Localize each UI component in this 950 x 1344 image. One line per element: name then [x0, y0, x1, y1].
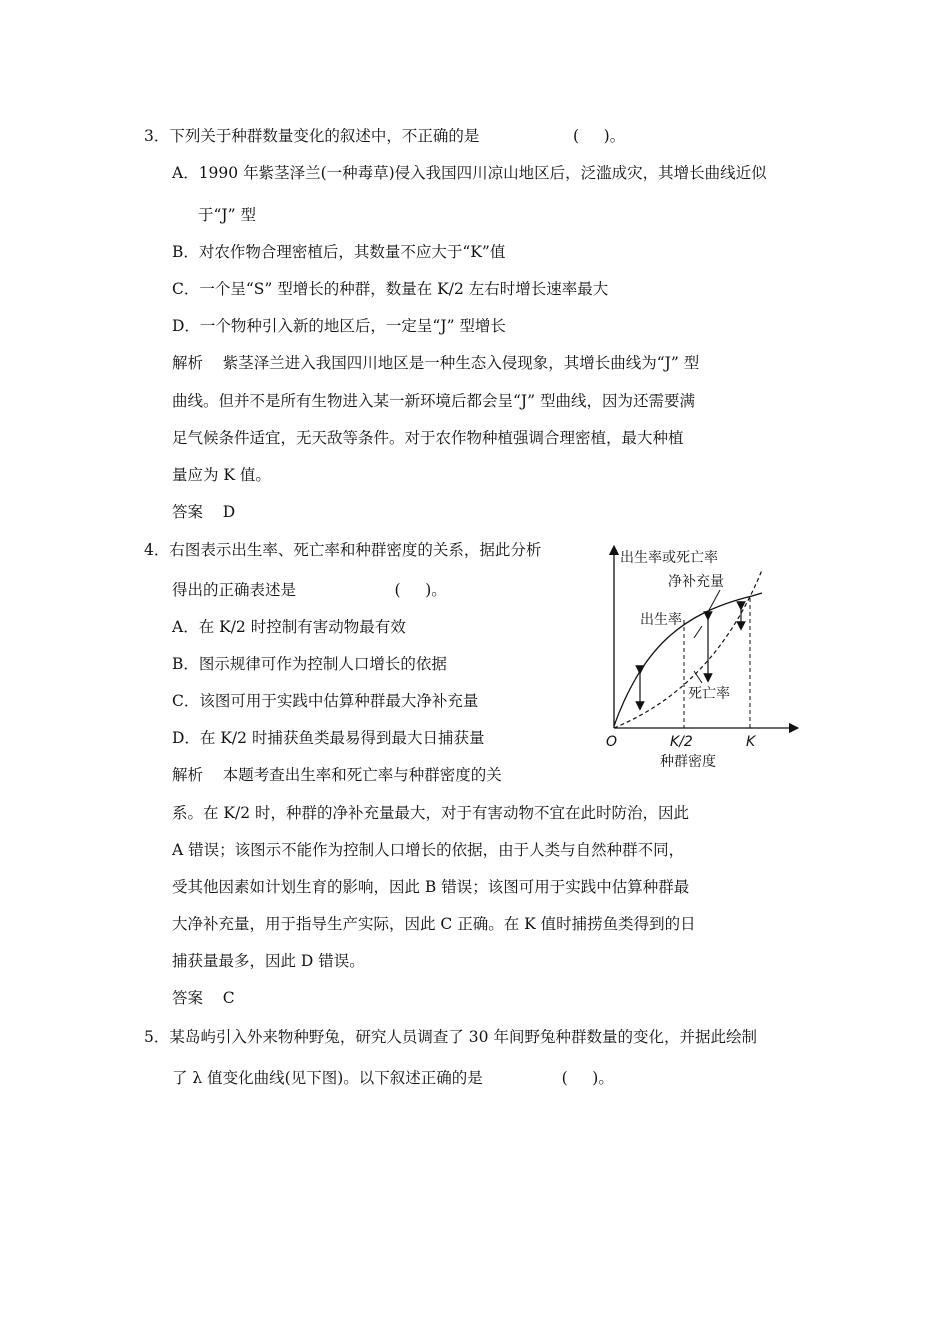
- q3-analysis-line: 量应为 K 值。: [172, 466, 271, 484]
- q5-stem-line2: 了 λ 值变化曲线(见下图)。以下叙述正确的是 ( )。: [172, 1069, 614, 1087]
- k-label: K: [746, 734, 756, 750]
- q3-analysis-line: 曲线。但并不是所有生物进入某一新环境后都会呈“J” 型曲线，因为还需要满: [172, 392, 695, 410]
- q4-analysis-line: 受其他因素如计划生育的影响，因此 B 错误；该图可用于实践中估算种群最: [172, 878, 690, 896]
- q3-stem: 3．下列关于种群数量变化的叙述中，不正确的是 ( )。: [144, 127, 626, 145]
- q3-option-c: C．一个呈“S” 型增长的种群，数量在 K/2 左右时增长速率最大: [172, 280, 609, 298]
- q3-option-a-line2: 于“J” 型: [198, 206, 256, 224]
- x-axis-label: 种群密度: [660, 754, 716, 770]
- origin-label: O: [606, 734, 618, 750]
- q3-analysis-line: 足气候条件适宜，无天敌等条件。对于农作物种植强调合理密植，最大种植: [172, 429, 684, 447]
- q4-analysis-line: 系。在 K/2 时，种群的净补充量最大，对于有害动物不宜在此时防治，因此: [172, 804, 690, 822]
- q4-answer: 答案 C: [172, 989, 235, 1007]
- q3-analysis-line: 解析 紫茎泽兰进入我国四川地区是一种生态入侵现象，其增长曲线为“J” 型: [172, 354, 700, 372]
- birth-death-rate-diagram: [602, 538, 802, 778]
- q3-answer: 答案 D: [172, 503, 236, 521]
- death-label-leader: [694, 671, 702, 683]
- q4-analysis-line: 解析 本题考查出生率和死亡率与种群密度的关: [172, 766, 502, 784]
- birth-label-leader: [694, 626, 702, 638]
- k-half-label: K/2: [670, 734, 693, 750]
- q4-analysis-line: 捕获量最多，因此 D 错误。: [172, 952, 365, 970]
- q5-stem-line1: 5．某岛屿引入外来物种野兔，研究人员调查了 30 年间野兔种群数量的变化，并据此绘制: [144, 1028, 757, 1046]
- q3-option-a-line1: A．1990 年紫茎泽兰(一种毒草)侵入我国四川凉山地区后，泛滥成灾，其增长曲线近似: [172, 164, 767, 182]
- q4-option-b: B．图示规律可作为控制人口增长的依据: [172, 655, 447, 673]
- birth-rate-curve: [614, 593, 762, 726]
- birth-rate-label: 出生率: [640, 612, 682, 628]
- q4-analysis-line: 大净补充量，用于指导生产实际，因此 C 正确。在 K 值时捕捞鱼类得到的日: [172, 915, 696, 933]
- q4-option-c: C．该图可用于实践中估算种群最大净补充量: [172, 692, 479, 710]
- q4-stem-line2: 得出的正确表述是 ( )。: [172, 581, 447, 599]
- q3-option-b: B．对农作物合理密植后，其数量不应大于“K”值: [172, 243, 506, 261]
- death-rate-curve: [614, 570, 762, 728]
- net-recruitment-label: 净补充量: [668, 574, 724, 590]
- death-rate-label: 死亡率: [688, 686, 730, 702]
- q4-option-d: D．在 K/2 时捕获鱼类最易得到最大日捕获量: [172, 729, 485, 747]
- q4-stem-line1: 4．右图表示出生率、死亡率和种群密度的关系，据此分析: [144, 541, 542, 559]
- q4-option-a: A．在 K/2 时控制有害动物最有效: [172, 618, 406, 636]
- q3-option-d: D．一个物种引入新的地区后，一定呈“J” 型增长: [172, 317, 506, 335]
- q4-analysis-line: A 错误；该图示不能作为控制人口增长的依据，由于人类与自然种群不同，: [172, 841, 685, 859]
- y-axis-label: 出生率或死亡率: [620, 550, 718, 566]
